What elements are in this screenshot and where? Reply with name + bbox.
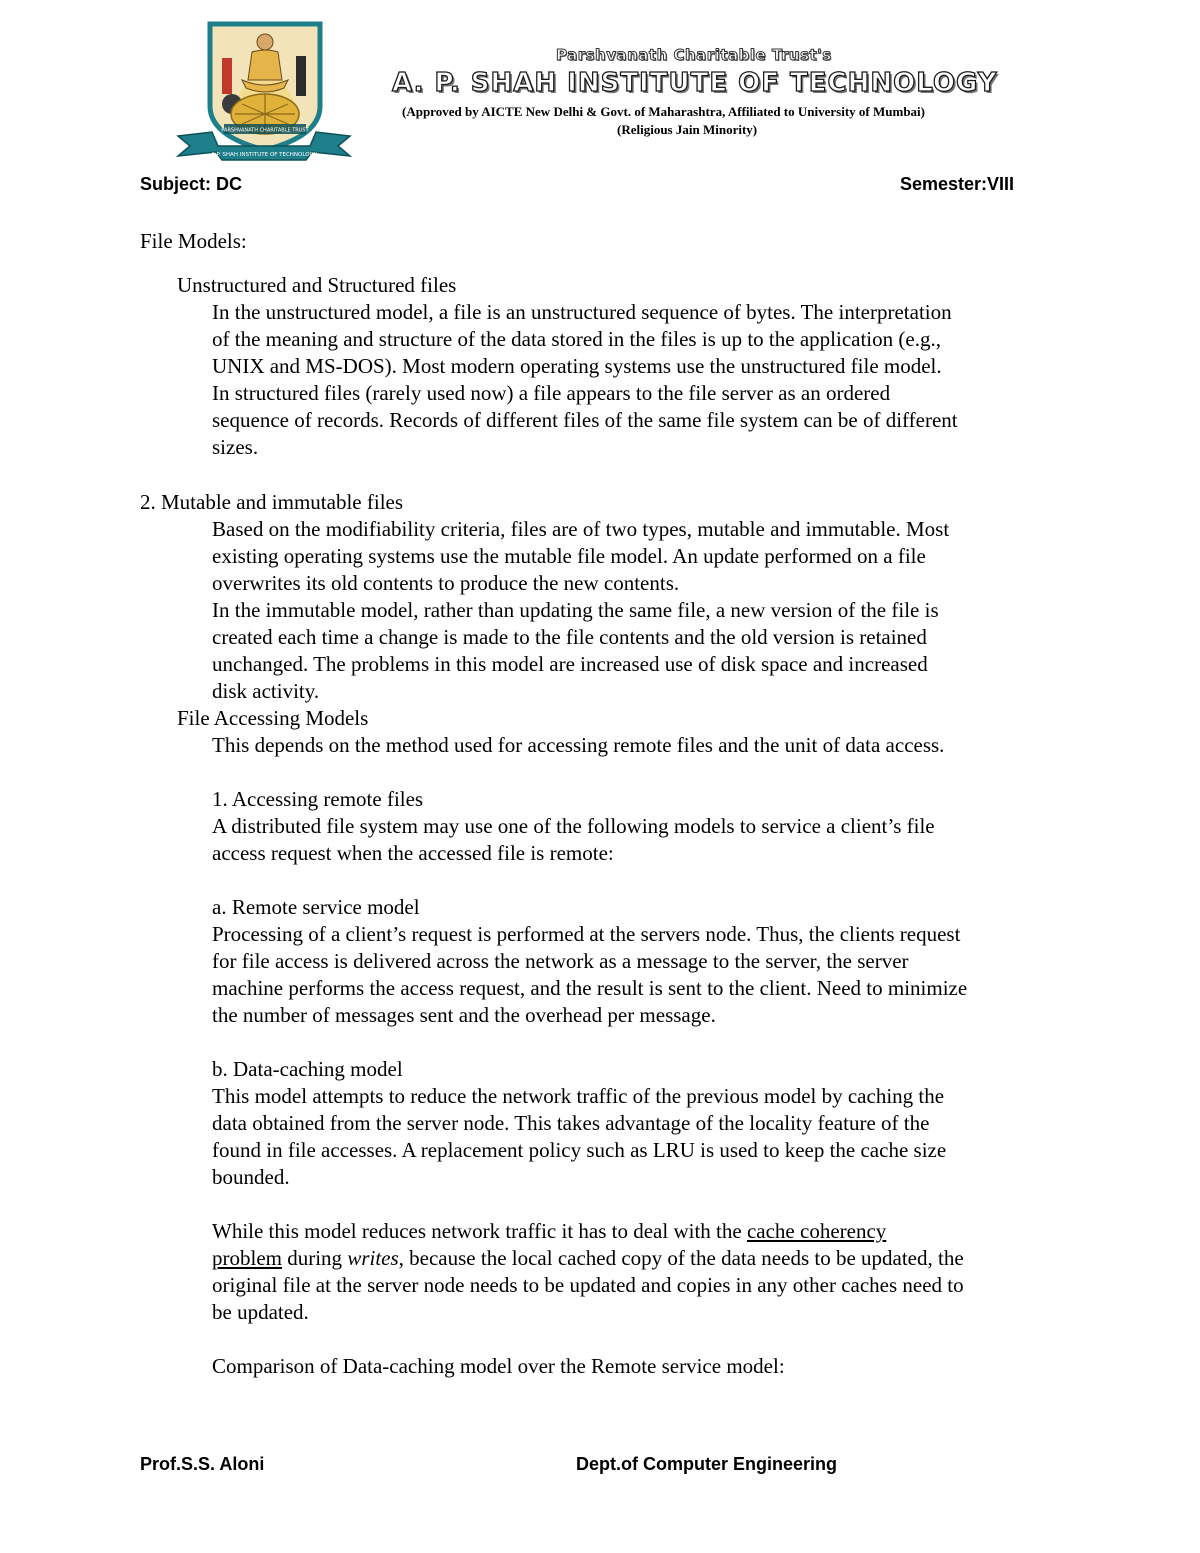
problem-term: problem xyxy=(212,1246,282,1270)
unstructured-heading: Unstructured and Structured files xyxy=(177,273,457,297)
paragraph-line: of the meaning and structure of the data stored in the files is up to the application (e.g., xyxy=(212,327,941,351)
institute-name: A. P. SHAH INSTITUTE OF TECHNOLOGY xyxy=(392,68,998,98)
paragraph-line: for file access is delivered across the network as a message to the server, the server xyxy=(212,949,909,973)
paragraph-line: existing operating systems use the mutable file model. An update performed on a file xyxy=(212,544,926,568)
subject-label: Subject: DC xyxy=(140,174,243,194)
paragraph-line: Processing of a client’s request is performed at the servers node. Thus, the clients request xyxy=(212,922,961,946)
minority-line: (Religious Jain Minority) xyxy=(617,122,758,137)
paragraph-line: In the unstructured model, a file is an unstructured sequence of bytes. The interpretation xyxy=(212,300,952,324)
footer-department: Dept.of Computer Engineering xyxy=(576,1454,837,1474)
coherency-line xyxy=(212,1245,964,1272)
semester-label: Semester:VIII xyxy=(900,174,1015,194)
paragraph-line: disk activity. xyxy=(212,679,320,703)
paragraph-line: A distributed file system may use one of the following models to service a client’s file xyxy=(212,814,935,838)
data-caching-heading: b. Data-caching model xyxy=(212,1057,403,1081)
accessing-heading: File Accessing Models xyxy=(177,706,369,730)
paragraph-line: created each time a change is made to the file contents and the old version is retained xyxy=(212,625,927,649)
paragraph-line: This model attempts to reduce the network traffic of the previous model by caching the xyxy=(212,1084,945,1108)
coherency-text: during xyxy=(281,1246,348,1270)
paragraph-line: the number of messages sent and the overhead per message. xyxy=(212,1003,716,1027)
coherency-text: , because the local cached copy of the data needs to be updated, the xyxy=(398,1246,964,1270)
remote-service-heading: a. Remote service model xyxy=(212,895,420,919)
paragraph-line: be updated. xyxy=(212,1300,309,1324)
paragraph-line: This depends on the method used for accessing remote files and the unit of data access. xyxy=(212,733,945,757)
writes-term: writes xyxy=(347,1246,399,1270)
paragraph-line: original file at the server node needs to be updated and copies in any other caches need to xyxy=(212,1273,964,1297)
paragraph-line: bounded. xyxy=(212,1165,290,1189)
remote-files-heading: 1. Accessing remote files xyxy=(212,787,424,811)
coherency-text: While this model reduces network traffic it has to deal with the xyxy=(212,1219,747,1243)
paragraph-line: UNIX and MS-DOS). Most modern operating systems use the unstructured file model. xyxy=(212,354,942,378)
logo-motto-text: PARSHVANATH CHARITABLE TRUST xyxy=(221,127,309,134)
paragraph-line: overwrites its old contents to produce the new contents. xyxy=(212,571,680,595)
paragraph-line: machine performs the access request, and the result is sent to the client. Need to minimize xyxy=(212,976,968,1000)
paragraph-line: Based on the modifiability criteria, files are of two types, mutable and immutable. Most xyxy=(212,517,950,541)
institute-logo xyxy=(172,18,356,168)
mutable-heading: 2. Mutable and immutable files xyxy=(140,490,404,514)
comparison-line: Comparison of Data-caching model over the Remote service model: xyxy=(212,1354,785,1378)
paragraph-line: access request when the accessed file is remote: xyxy=(212,841,614,865)
file-models-heading: File Models: xyxy=(140,229,247,253)
coherency-line xyxy=(212,1218,886,1245)
paragraph-line: In structured files (rarely used now) a file appears to the file server as an ordered xyxy=(212,381,891,405)
paragraph-line: data obtained from the server node. This takes advantage of the locality feature of the xyxy=(212,1111,930,1135)
paragraph-line: found in file accesses. A replacement policy such as LRU is used to keep the cache size xyxy=(212,1138,947,1162)
paragraph-line: In the immutable model, rather than updating the same file, a new version of the file is xyxy=(212,598,939,622)
approval-line: (Approved by AICTE New Delhi & Govt. of Maharashtra, Affiliated to University of Mumbai) xyxy=(402,104,925,119)
paragraph-line: sequence of records. Records of different files of the same file system can be of different xyxy=(212,408,958,432)
paragraph-line: sizes. xyxy=(212,435,259,459)
cache-coherency-term: cache coherency xyxy=(746,1219,887,1243)
logo-ribbon-text: A.P. SHAH INSTITUTE OF TECHNOLOGY xyxy=(211,152,317,158)
paragraph-line: unchanged. The problems in this model are increased use of disk space and increased xyxy=(212,652,928,676)
footer-professor: Prof.S.S. Aloni xyxy=(140,1454,265,1474)
trust-name: Parshvanath Charitable Trust's xyxy=(556,46,832,64)
